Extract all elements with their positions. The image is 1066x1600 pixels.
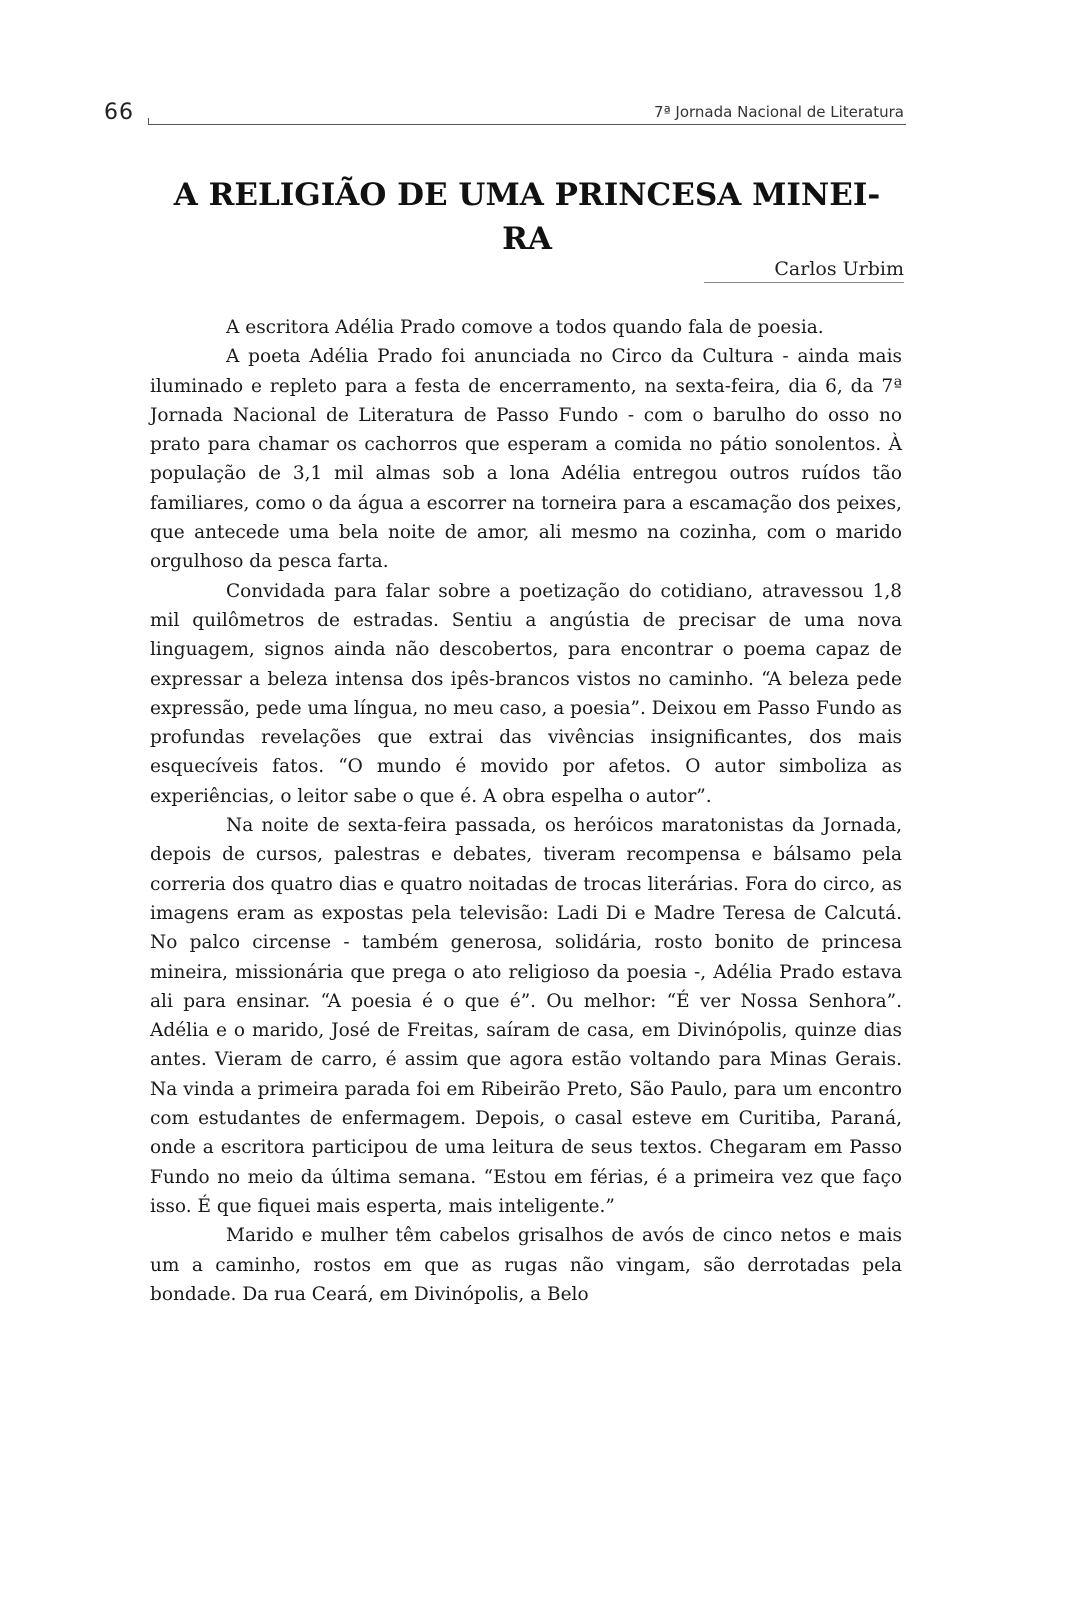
running-head: 7ª Jornada Nacional de Literatura: [654, 103, 904, 121]
page-header: [104, 98, 906, 130]
page-number: 66: [104, 100, 134, 125]
article-author: Carlos Urbim: [774, 258, 904, 280]
paragraph: Convidada para falar sobre a poetização do cotidiano, atravessou 1,8 mil quilômetros de estradas. Sentiu a angústia de precisar de uma nova linguagem, signos ainda não descobertos, para encontrar o poema capaz de expressar a beleza intensa dos ipês-brancos vistos no caminho. “A beleza pede expressão, pede uma língua, no meu caso, a poesia”. Deixou em Passo Fundo as profundas revelações que extrai das vivências insignificantes, dos mais esquecíveis fatos. “O mundo é movido por afetos. O autor simboliza as experiências, o leitor sabe o que é. A obra espelha o autor”.: [150, 580, 902, 807]
paragraph: A poeta Adélia Prado foi anunciada no Circo da Cultura - ainda mais iluminado e repleto para a festa de encerramento, na sexta-feira, dia 6, da 7ª Jornada Nacional de Literatura de Passo Fundo - com o barulho do osso no prato para chamar os cachorros que esperam a comida no pátio sonolentos. À população de 3,1 mil almas sob a lona Adélia entregou outros ruídos tão familiares, como o da água a escorrer na torneira para a escamação dos peixes, que antecede uma bela noite de amor, ali mesmo na cozinha, com o marido orgulhoso da pesca farta.: [150, 346, 902, 573]
paragraph: A escritora Adélia Prado comove a todos quando fala de poesia.: [226, 317, 824, 338]
paragraph: Marido e mulher têm cabelos grisalhos de avós de cinco netos e mais um a caminho, rostos em que as rugas não vingam, são derrotadas pela bondade. Da rua Ceará, em Divinópolis, a Belo: [150, 1225, 902, 1305]
article-title: A RELIGIÃO DE UMA PRINCESA MINEI-RA: [173, 177, 881, 257]
paragraph: Na noite de sexta-feira passada, os heróicos maratonistas da Jornada, depois de cursos, palestras e debates, tiveram recompensa e bálsamo pela correria dos quatro dias e quatro noitadas de trocas literárias. Fora do circo, as imagens eram as expostas pela televisão: Ladi Di e Madre Teresa de Calcutá. No palco circense - também generosa, solidária, rosto bonito de princesa mineira, missionária que prega o ato religioso da poesia -, Adélia Prado estava ali para ensinar. “A poesia é o que é”. Ou melhor: “É ver Nossa Senhora”. Adélia e o marido, José de Freitas, saíram de casa, em Divinópolis, quinze dias antes. Vieram de carro, é assim que agora estão voltando para Minas Gerais. Na vinda a primeira parada foi em Ribeirão Preto, São Paulo, para um encontro com estudantes de enfermagem. Depois, o casal esteve em Curitiba, Paraná, onde a escritora participou de uma leitura de seus textos. Chegaram em Passo Fundo no meio da última semana. “Estou em férias, é a primeira vez que faço isso. É que fiquei mais esperta, mais inteligente.”: [150, 815, 902, 1217]
header-rule: [148, 124, 906, 125]
author-rule: [704, 282, 904, 283]
article-body: [150, 313, 902, 1309]
